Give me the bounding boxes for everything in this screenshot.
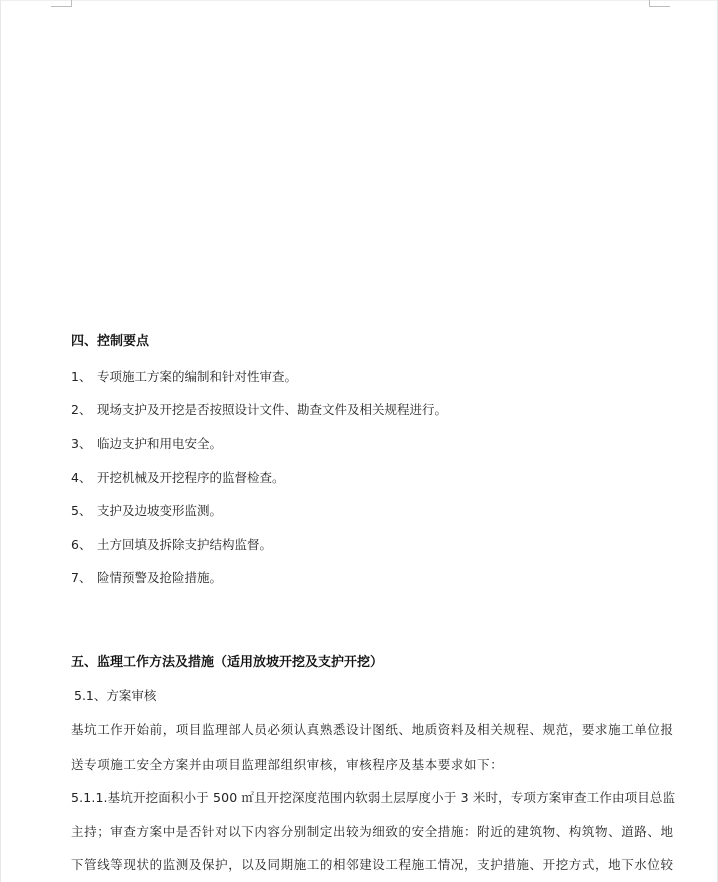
paragraph-line: 5.1.1.基坑开挖面积小于 500 ㎡且开挖深度范围内软弱土层厚度小于 3 米时，专项方案审查工作由项目总监 bbox=[71, 790, 676, 805]
list-item-text: 临边支护和用电安全。 bbox=[97, 436, 223, 451]
paragraph-line: 下管线等现状的监测及保护，以及同期施工的相邻建设工程施工情况，支护措施、开挖方式，地下水位较 bbox=[71, 857, 674, 872]
list-item-text: 土方回填及拆除支护结构监督。 bbox=[97, 537, 273, 552]
list-item bbox=[71, 402, 447, 418]
list-item bbox=[71, 503, 222, 519]
list-item-number: 6、 bbox=[71, 537, 92, 552]
paragraph-line: 基坑工作开始前，项目监理部人员必须认真熟悉设计图纸、地质资料及相关规程、规范，要求施工单位报 bbox=[71, 722, 674, 737]
list-item bbox=[71, 369, 297, 385]
list-item-number: 3、 bbox=[71, 436, 92, 451]
paragraph-line: 主持；审查方案中是否针对以下内容分别制定出较为细致的安全措施：附近的建筑物、构筑物、道路、地 bbox=[71, 824, 674, 839]
list-item bbox=[71, 470, 285, 486]
section-5-heading: 五、监理工作方法及措施（适用放坡开挖及支护开挖） bbox=[71, 655, 384, 670]
list-item bbox=[71, 537, 272, 553]
list-item-number: 4、 bbox=[71, 470, 92, 485]
list-item bbox=[71, 570, 222, 586]
list-item-number: 7、 bbox=[71, 570, 92, 585]
list-item-text: 支护及边坡变形监测。 bbox=[97, 503, 223, 518]
list-item-text: 险情预警及抢险措施。 bbox=[97, 570, 223, 585]
list-item-number: 1、 bbox=[71, 369, 92, 384]
list-item bbox=[71, 436, 222, 452]
list-item-number: 2、 bbox=[71, 402, 92, 417]
section-4-heading: 四、控制要点 bbox=[71, 334, 150, 349]
page-corner-mark-left bbox=[51, 0, 72, 7]
list-item-text: 开挖机械及开挖程序的监督检查。 bbox=[97, 470, 285, 485]
list-item-number: 5、 bbox=[71, 503, 92, 518]
subsection-heading: 5.1、方案审核 bbox=[74, 688, 157, 703]
list-item-text: 现场支护及开挖是否按照设计文件、勘查文件及相关规程进行。 bbox=[97, 402, 448, 417]
list-item-text: 专项施工方案的编制和针对性审查。 bbox=[97, 369, 298, 384]
page-corner-mark-right bbox=[649, 0, 670, 7]
paragraph-line: 送专项施工安全方案并由项目监理部组织审核，审核程序及基本要求如下： bbox=[71, 757, 504, 772]
